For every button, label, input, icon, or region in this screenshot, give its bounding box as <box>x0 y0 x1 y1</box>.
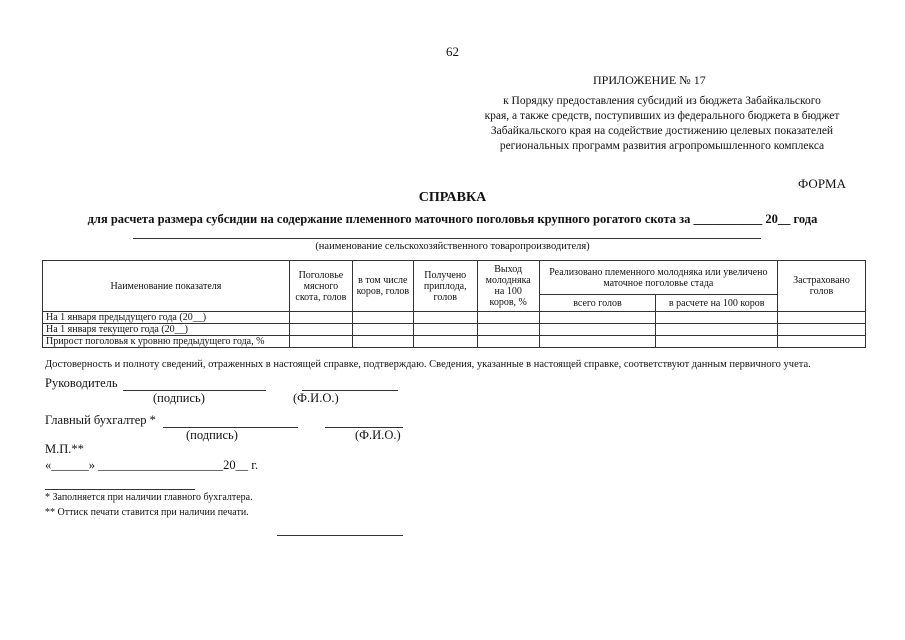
table-cell[interactable] <box>656 324 778 336</box>
table-cell[interactable] <box>477 324 539 336</box>
table-cell[interactable] <box>289 336 352 348</box>
table-cell[interactable] <box>778 324 866 336</box>
table-cell[interactable] <box>539 324 656 336</box>
table-cell[interactable] <box>477 312 539 324</box>
date-line[interactable]: «______» ____________________20__ г. <box>45 458 259 472</box>
head-signature-caption: (подпись) <box>153 391 205 405</box>
table-cell[interactable] <box>539 312 656 324</box>
header-sold-per100: в расчете на 100 коров <box>656 295 778 312</box>
head-name-caption: (Ф.И.О.) <box>293 391 339 405</box>
document-title: СПРАВКА <box>418 190 487 205</box>
header-calf-yield: Выход молодняка на 100 коров, % <box>477 261 539 312</box>
row-label: Прирост поголовья к уровню предыдущего года, % <box>43 336 290 348</box>
table-cell[interactable] <box>289 324 352 336</box>
header-incl-cows: в том числе коров, голов <box>352 261 413 312</box>
appendix-line: региональных программ развития агропромышленного комплекса <box>499 140 825 152</box>
table-cell[interactable] <box>778 336 866 348</box>
header-offspring: Получено приплода, голов <box>413 261 477 312</box>
accountant-name-caption: (Ф.И.О.) <box>355 428 401 442</box>
table-cell[interactable] <box>539 336 656 348</box>
page-number: 62 <box>446 44 459 59</box>
table-cell[interactable] <box>352 312 413 324</box>
stamp-label: М.П.** <box>45 442 84 456</box>
forma-label: ФОРМА <box>798 176 846 191</box>
accountant-label: Главный бухгалтер * <box>45 413 156 427</box>
appendix-title: ПРИЛОЖЕНИЕ № 17 <box>593 73 706 87</box>
table-cell[interactable] <box>289 312 352 324</box>
accountant-signature-caption: (подпись) <box>186 428 238 442</box>
table-cell[interactable] <box>413 324 477 336</box>
producer-caption: (наименование сельскохозяйственного товаропроизводителя) <box>315 241 590 252</box>
confirmation-statement: Достоверность и полноту сведений, отраженных в настоящей справке, подтверждаю. Сведения, указанные в настоящей справке, соответствуют данным первичного учета. <box>45 359 811 370</box>
table-cell[interactable] <box>656 336 778 348</box>
header-indicator: Наименование показателя <box>43 261 290 312</box>
subsidy-table <box>42 260 866 348</box>
bottom-divider <box>277 535 403 536</box>
table-row <box>43 336 866 348</box>
document-subtitle: для расчета размера субсидии на содержание племенного маточного поголовья крупного рогатого скота за ___________ 20__ года <box>87 212 818 226</box>
appendix-line: к Порядку предоставления субсидий из бюджета Забайкальского <box>503 95 821 107</box>
table-cell[interactable] <box>413 336 477 348</box>
head-label: Руководитель <box>45 376 118 390</box>
header-meat-livestock: Поголовье мясного скота, голов <box>289 261 352 312</box>
table-cell[interactable] <box>352 324 413 336</box>
table-cell[interactable] <box>778 312 866 324</box>
footnote-divider <box>45 489 195 490</box>
table-row <box>43 312 866 324</box>
appendix-line: Забайкальского края на содействие достижению целевых показателей <box>490 125 834 137</box>
footnote-stamp: ** Оттиск печати ставится при наличии печати. <box>45 507 249 518</box>
header-sold-group: Реализовано племенного молодняка или увеличено маточное поголовье стада <box>539 261 777 295</box>
appendix-reference <box>462 94 862 154</box>
producer-name-line[interactable] <box>133 238 761 239</box>
table-cell[interactable] <box>413 312 477 324</box>
table-cell[interactable] <box>352 336 413 348</box>
header-sold-total: всего голов <box>539 295 656 312</box>
header-insured: Застраховано голов <box>778 261 866 312</box>
row-label: На 1 января предыдущего года (20__) <box>43 312 290 324</box>
row-label: На 1 января текущего года (20__) <box>43 324 290 336</box>
footnote-accountant: * Заполняется при наличии главного бухгалтера. <box>45 492 253 503</box>
table-cell[interactable] <box>656 312 778 324</box>
appendix-line: края, а также средств, поступивших из федерального бюджета в бюджет <box>484 110 840 122</box>
table-row <box>43 324 866 336</box>
table-cell[interactable] <box>477 336 539 348</box>
